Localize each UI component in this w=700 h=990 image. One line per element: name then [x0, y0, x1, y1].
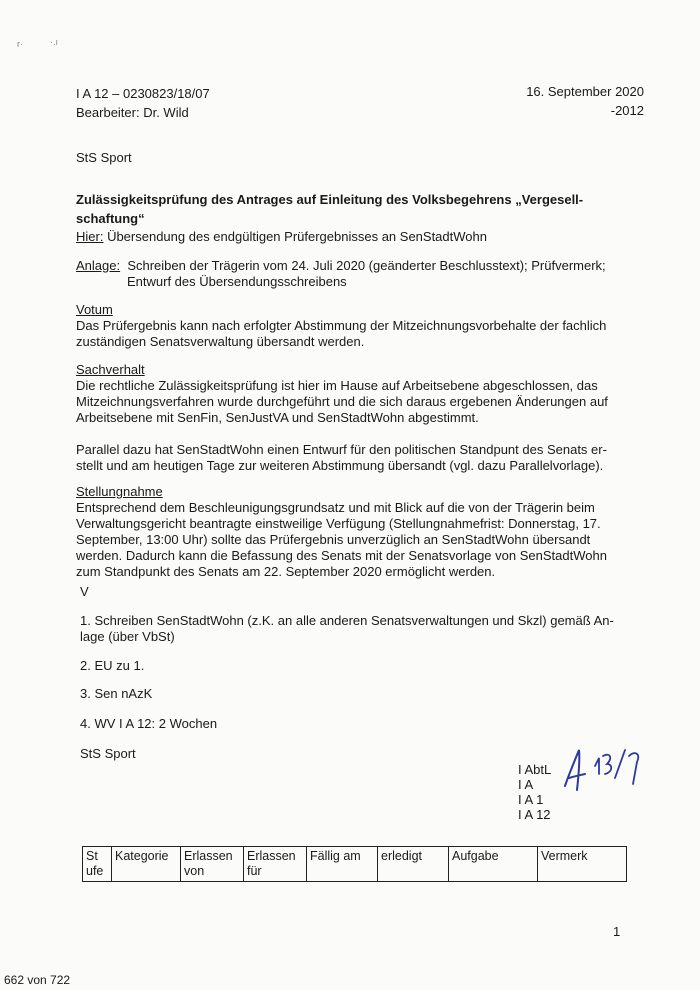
routing-item: I A 1	[518, 792, 544, 807]
subject-title-line1: Zulässigkeitsprüfung des Antrages auf Einleitung des Volksbegehrens „Vergesell-	[76, 192, 584, 207]
subject-title-line2: schaftung“	[76, 211, 145, 226]
scan-speck: r·	[17, 39, 23, 49]
scan-speck: ·.ı	[50, 37, 58, 47]
sachverhalt-line: Mitzeichnungsverfahren wurde durchgeführt und die sich daraus ergebenen Änderungen auf	[76, 394, 608, 409]
votum-heading: Votum	[76, 302, 113, 317]
attachment-block	[76, 258, 636, 290]
date-block	[526, 84, 644, 119]
sachverhalt-line: Die rechtliche Zulässigkeitsprüfung ist hier im Hause auf Arbeitsebene abgeschlossen, das	[76, 378, 598, 393]
routing-list	[518, 762, 551, 822]
handwritten-initials	[555, 738, 650, 796]
sachverhalt-section	[76, 362, 646, 474]
sachverhalt-line: Parallel dazu hat SenStadtWohn einen Entwurf für den politischen Standpunt des Senats er-	[76, 442, 607, 457]
votum-line: Das Prüfergebnis kann nach erfolgter Abstimmung der Mitzeichnungsvorbehalte der fachlich	[76, 318, 607, 333]
page-number: 1	[613, 924, 621, 939]
routing-item: I A 12	[518, 807, 551, 822]
routing-item: I A	[518, 777, 534, 792]
phone-extension: -2012	[610, 103, 644, 118]
stellungnahme-line: zum Standpunkt des Senats am 22. September 2020 ermöglicht werden.	[76, 564, 496, 579]
file-reference: I A 12 – 0230823/18/07	[76, 86, 210, 101]
routing-table	[82, 846, 627, 882]
verfuegung-signoff: StS Sport	[80, 746, 136, 761]
col-vermerk: Vermerk	[538, 847, 627, 882]
verfuegung-item-4: 4. WV I A 12: 2 Wochen	[80, 716, 218, 731]
col-faellig-am: Fällig am	[307, 847, 378, 882]
reference-block	[76, 86, 210, 121]
recipient: StS Sport	[76, 150, 132, 165]
col-aufgabe: Aufgabe	[449, 847, 538, 882]
hier-text: Übersendung des endgültigen Prüfergebnisses an SenStadtWohn	[103, 229, 487, 244]
votum-line: zuständigen Senatsverwaltung übersandt werden.	[76, 334, 365, 349]
stellungnahme-line: September, 13:00 Uhr) sollte das Prüfergebnis unverzüglich an SenStadtWohn übersandt	[76, 532, 591, 547]
attachment-line2: Entwurf des Übersendungsschreibens	[127, 274, 347, 289]
votum-section	[76, 302, 646, 350]
sachverhalt-heading: Sachverhalt	[76, 362, 145, 377]
document-date: 16. September 2020	[526, 84, 644, 99]
sachverhalt-line: stellt und am heutigen Tage zur weiteren Abstimmung übersandt (vgl. dazu Parallelvorlage).	[76, 458, 604, 473]
verfuegung-item-line: lage (über VbSt)	[80, 629, 175, 644]
verfuegung-item-2: 2. EU zu 1.	[80, 658, 145, 673]
verfuegung-item-line: 1. Schreiben SenStadtWohn (z.K. an alle anderen Senatsverwaltungen und Skzl) gemäß An-	[80, 613, 614, 628]
sachverhalt-line: Arbeitsebene mit SenFin, SenJustVA und SenStadtWohn abgestimmt.	[76, 410, 479, 425]
verfuegung-v: V	[80, 584, 89, 599]
stellungnahme-section	[76, 484, 646, 580]
col-erlassen-fuer: Erlassen für	[244, 847, 307, 882]
col-erledigt: erledigt	[378, 847, 449, 882]
verfuegung-item-1	[80, 613, 640, 645]
col-erlassen-von: Erlassen von	[181, 847, 244, 882]
stellungnahme-heading: Stellungnahme	[76, 484, 163, 499]
page-counter: 662 von 722	[4, 973, 71, 987]
subject-block	[76, 192, 636, 245]
stellungnahme-line: Verwaltungsgericht beantragte einstweilige Verfügung (Stellungnahmefrist: Donnerstag, 17.	[76, 516, 601, 531]
attachment-label: Anlage:	[76, 258, 121, 273]
stellungnahme-line: Entsprechend dem Beschleunigungsgrundsatz und mit Blick auf die von der Trägerin beim	[76, 500, 595, 515]
routing-item: I AbtL	[518, 762, 552, 777]
editor-line: Bearbeiter: Dr. Wild	[76, 105, 189, 120]
hier-label: Hier:	[76, 229, 104, 244]
verfuegung-item-3: 3. Sen nAzK	[80, 686, 153, 701]
stellungnahme-line: werden. Dadurch kann die Befassung des Senats mit der Senatsvorlage von SenStadtWohn	[76, 548, 607, 563]
table-header-row	[83, 847, 627, 882]
col-kategorie: Kategorie	[112, 847, 181, 882]
attachment-line1: Schreiben der Trägerin vom 24. Juli 2020 (geänderter Beschlusstext); Prüfvermerk;	[127, 258, 606, 273]
col-stufe: St ufe	[83, 847, 112, 882]
